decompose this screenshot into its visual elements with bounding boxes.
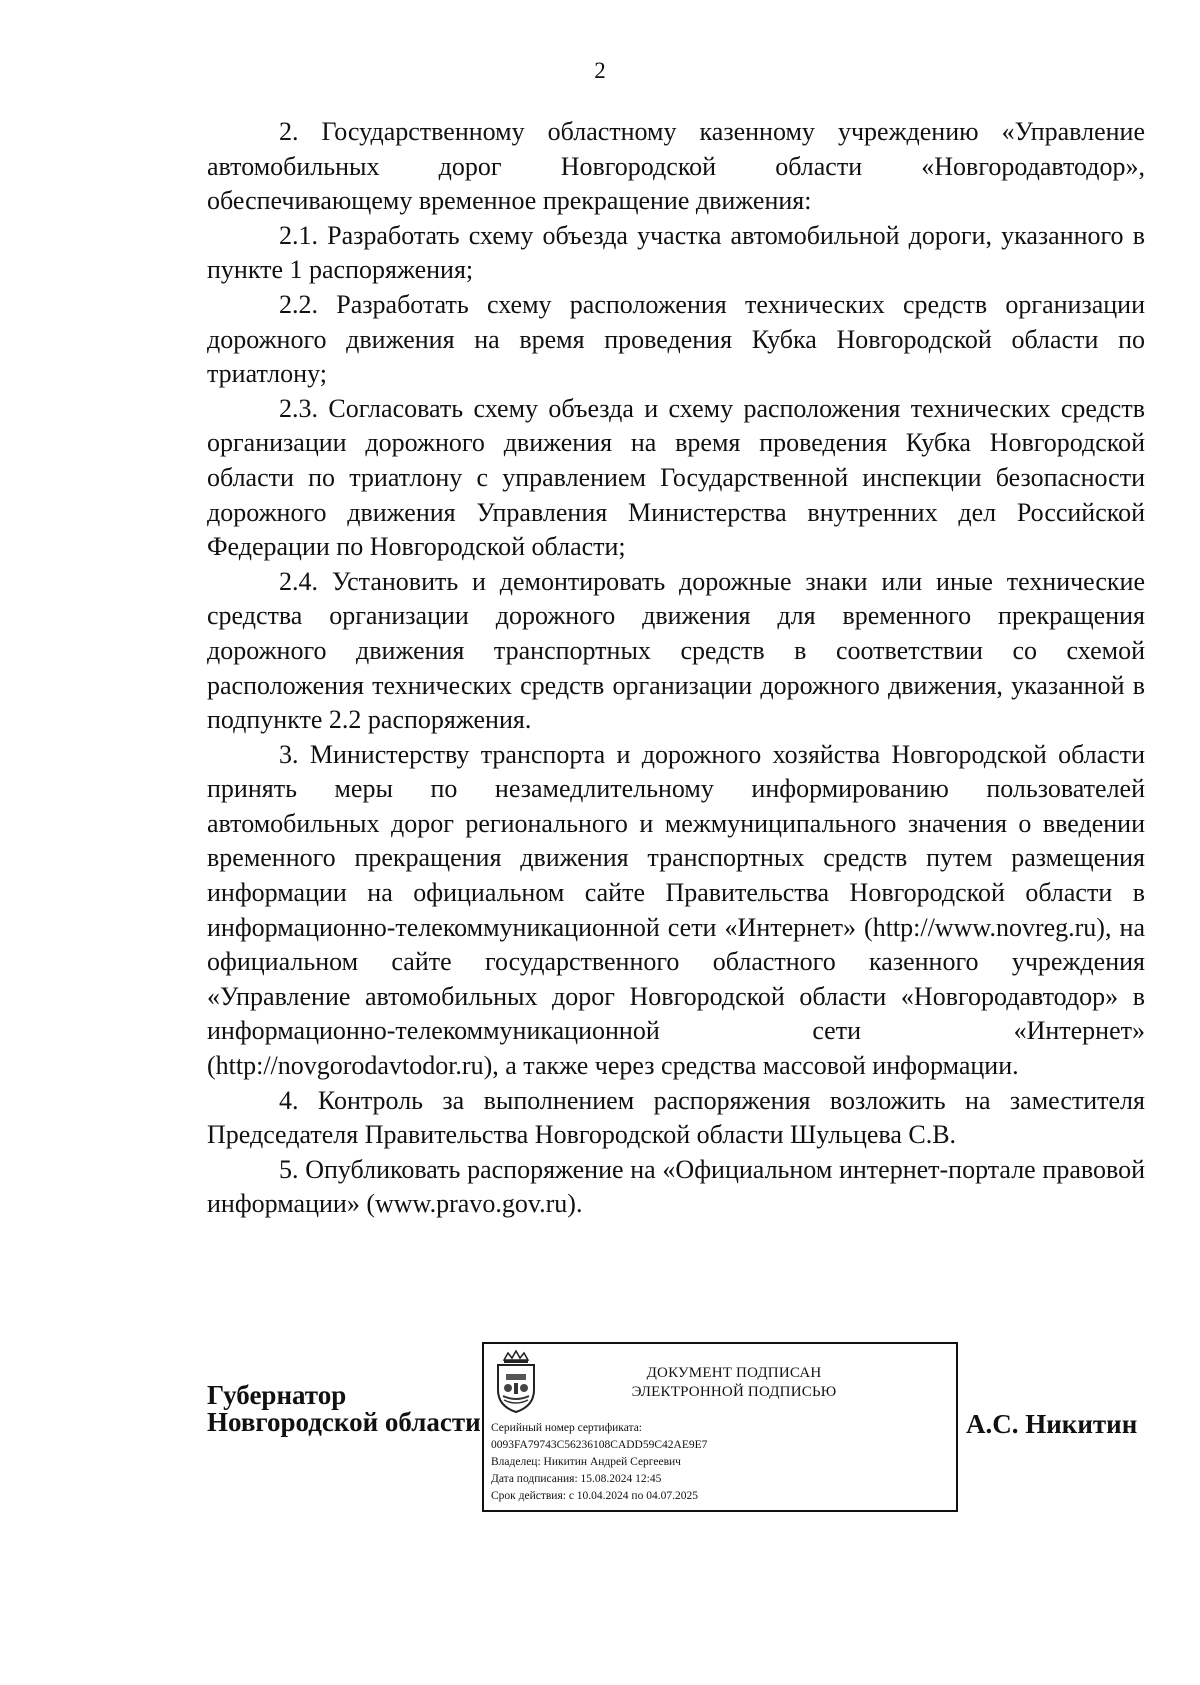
paragraph-2-2: 2.2. Разработать схему расположения технических средств организации дорожного движения на время проведения Кубка Новгородской области по триатлону; <box>207 289 1145 389</box>
signer-position-line1: Губернатор <box>207 1380 347 1410</box>
paragraph-2-4: 2.4. Установить и демонтировать дорожные знаки или иные технические средства организации дорожного движения для временного прекращения дорожного движения транспортных средств в соответствии со схемой расположения технических средств организации дорожного движения, указанной в подпункте 2.2 распоряжения. <box>207 566 1145 735</box>
electronic-signature-stamp <box>482 1342 958 1512</box>
paragraph-2-3: 2.3. Согласовать схему объезда и схему расположения технических средств организации дорожного движения на время проведения Кубка Новгородской области по триатлону с управлением Государственной инспекции безопасности дорожного движения Управления Министерства внутренних дел Российской Федерации по Новгородской области; <box>207 393 1145 562</box>
signer-name: А.С. Никитин <box>966 1409 1138 1439</box>
novgorod-coat-of-arms-icon <box>492 1350 540 1414</box>
stamp-serial-label: Серийный номер сертификата: <box>491 1422 642 1434</box>
page-number: 2 <box>594 58 606 83</box>
stamp-owner: Владелец: Никитин Андрей Сергеевич <box>491 1456 681 1468</box>
paragraph-3: 3. Министерству транспорта и дорожного хозяйства Новгородской области принять меры по незамедлительному информированию пользователей автомобильных дорог регионального и межмуниципального значения о введении временного прекращения движения транспортных средств путем размещения информации на официальном сайте Правительства Новгородской области в информационно-телекоммуникационной сети «Интернет» (http://www.novreg.ru), на официальном сайте государственного областного казенного учреждения «Управление автомобильных дорог Новгородской области «Новгородавтодор» в информационно-телекоммуникационной сети «Интернет» (http://novgorodavtodor.ru), а также через средства массовой информации. <box>207 739 1145 1081</box>
stamp-validity: Срок действия: с 10.04.2024 по 04.07.2025 <box>491 1490 698 1502</box>
stamp-details <box>491 1420 707 1505</box>
paragraph-2-1: 2.1. Разработать схему объезда участка автомобильной дороги, указанного в пункте 1 распоряжения; <box>207 220 1145 285</box>
signer-position <box>207 1382 481 1436</box>
stamp-heading-line2: ЭЛЕКТРОННОЙ ПОДПИСЬЮ <box>631 1384 837 1400</box>
paragraph-2: 2. Государственному областному казенному учреждению «Управление автомобильных дорог Новгородской области «Новгородавтодор», обеспечивающему временное прекращение движения: <box>207 117 1145 216</box>
stamp-signed-date: Дата подписания: 15.08.2024 12:45 <box>491 1473 662 1485</box>
signature-block <box>0 1342 1200 1522</box>
signer-position-line2: Новгородской области <box>207 1407 481 1437</box>
stamp-serial-value: 0093FA79743C56236108CADD59C42AE9E7 <box>491 1439 708 1451</box>
stamp-heading-line1: ДОКУМЕНТ ПОДПИСАН <box>646 1365 822 1381</box>
paragraph-5: 5. Опубликовать распоряжение на «Официальном интернет-портале правовой информации» (www.pravo.gov.ru). <box>207 1154 1145 1219</box>
stamp-heading <box>564 1364 904 1402</box>
paragraph-4: 4. Контроль за выполнением распоряжения возложить на заместителя Председателя Правительства Новгородской области Шульцева С.В. <box>207 1085 1145 1150</box>
document-body <box>207 115 1145 1222</box>
